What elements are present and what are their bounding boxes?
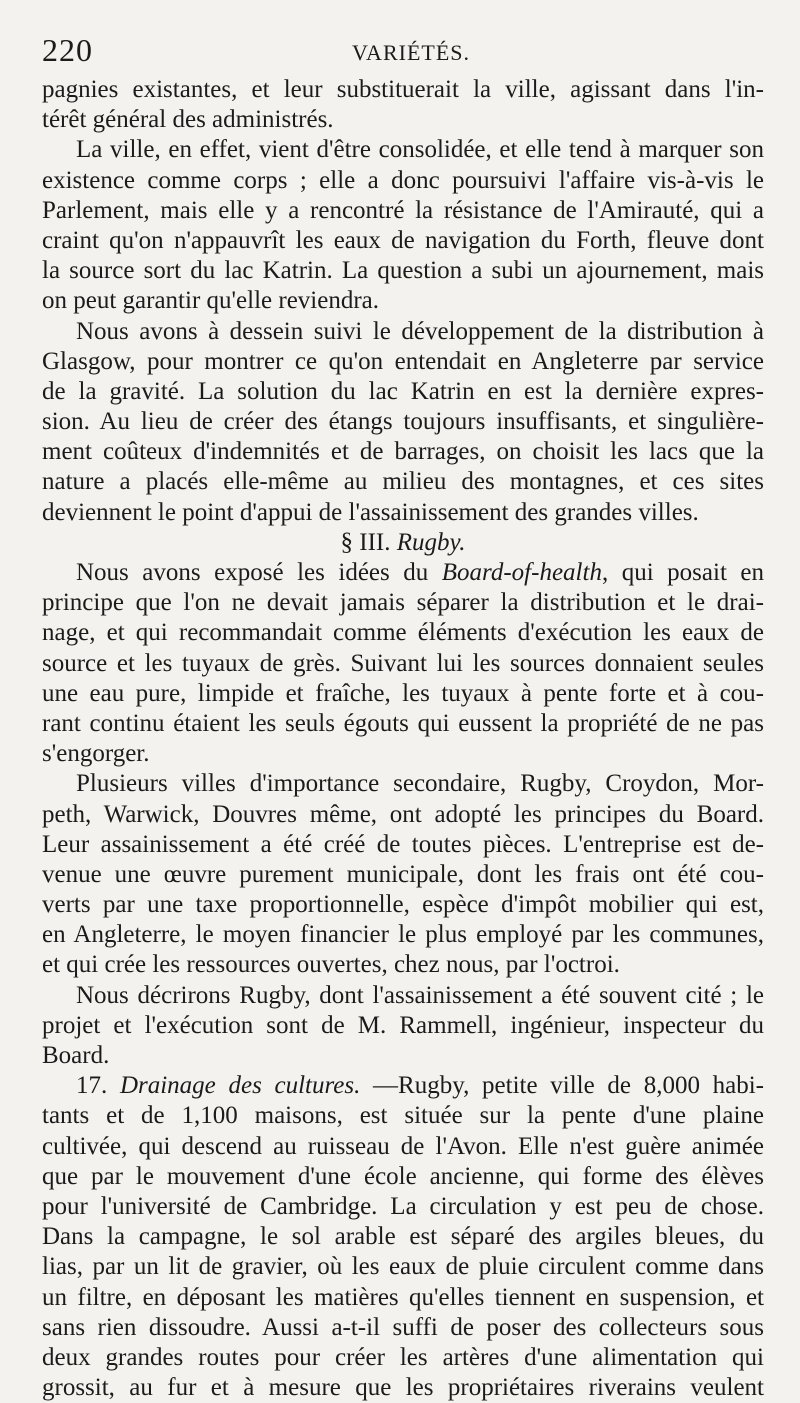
text-line: venue une œuvre purement municipale, dont les frais ont été cou- (42, 860, 764, 888)
text-line: on peut garantir qu'elle reviendra. (42, 287, 379, 315)
text-line: une eau pure, limpide et fraîche, les tuyaux à pente forte et à cou- (42, 679, 764, 707)
text-line: source et les tuyaux de grès. Suivant lui les sources donnaient seules (42, 649, 764, 677)
text-line: nage, et qui recommandait comme éléments d'exécution les eaux de (42, 619, 764, 647)
text-line: de la gravité. La solution du lac Katrin en est la dernière expres- (42, 377, 764, 405)
text-line: deviennent le point d'appui de l'assainissement des grandes villes. (42, 498, 699, 526)
text-line: existence comme corps ; elle a donc poursuivi l'affaire vis-à-vis le (42, 166, 764, 194)
text-line: principe que l'on ne devait jamais séparer la distribution et le drai- (42, 589, 764, 617)
text-line: Leur assainissement a été créé de toutes pièces. L'entreprise est de- (42, 830, 764, 858)
text-line: tants et de 1,100 maisons, est située sur la pente d'une plaine (42, 1102, 764, 1130)
text-line: térêt général des administrés. (42, 106, 334, 134)
text-line: Nous avons exposé les idées du Board-of-health, qui posait en (76, 559, 764, 586)
text-line: lias, par un lit de gravier, où les eaux de pluie circulent comme dans (42, 1253, 764, 1281)
text-line: projet et l'exécution sont de M. Rammell, ingénieur, inspecteur du (42, 1011, 764, 1039)
text-line: que par le mouvement d'une école ancienne, qui forme des élèves (42, 1162, 764, 1190)
text-line: verts par une taxe proportionnelle, espèce d'impôt mobilier qui est, (42, 891, 764, 919)
page-number: 220 (42, 32, 93, 68)
text-line: pagnies existantes, et leur substituerait la ville, agissant dans l'in- (42, 76, 764, 103)
section-heading: § III. Rugby. (340, 528, 466, 556)
text-line: Glasgow, pour montrer ce qu'on entendait en Angleterre par service (42, 347, 764, 375)
running-title: VARIÉTÉS. (352, 40, 470, 65)
text-line: Nous décrirons Rugby, dont l'assainissement a été souvent cité ; le (76, 981, 764, 1009)
text-line: sion. Au lieu de créer des étangs toujours insuffisants, et singulière- (42, 408, 764, 436)
text-line: La ville, en effet, vient d'être consolidée, et elle tend à marquer son (76, 136, 764, 164)
text-line: rant continu étaient les seuls égouts qui eussent la propriété de ne pas (42, 709, 764, 737)
text-line: un filtre, en déposant les matières qu'elles tiennent en suspension, et (42, 1283, 764, 1311)
text-line: nature a placés elle-même au milieu des montagnes, et ces sites (42, 468, 764, 496)
text-line: pour l'université de Cambridge. La circulation y est peu de chose. (42, 1192, 764, 1220)
text-line: et qui crée les ressources ouvertes, chez nous, par l'octroi. (42, 951, 620, 979)
text-line: ment coûteux d'indemnités et de barrages, on choisit les lacs que la (42, 438, 764, 466)
body-text (42, 75, 764, 1403)
text-line: grossit, au fur et à mesure que les propriétaires riverains veulent (42, 1374, 764, 1402)
text-line: deux grandes routes pour créer les artères d'une alimentation qui (42, 1343, 764, 1371)
text-line: la source sort du lac Katrin. La question a subi un ajournement, mais (42, 257, 764, 285)
text-line: s'engorger. (42, 740, 150, 768)
page-header (42, 30, 770, 70)
text-line: peth, Warwick, Douvres même, ont adopté les principes du Board. (42, 800, 764, 828)
text-line: Nous avons à dessein suivi le développement de la distribution à (76, 317, 764, 345)
text-line: 17. Drainage des cultures. —Rugby, petite ville de 8,000 habi- (76, 1072, 764, 1100)
text-line: craint qu'on n'appauvrît les eaux de navigation du Forth, fleuve dont (42, 226, 764, 254)
text-line: en Angleterre, le moyen financier le plus employé par les communes, (42, 921, 764, 949)
text-line: sans rien dissoudre. Aussi a-t-il suffi de poser des collecteurs sous (42, 1313, 764, 1341)
text-line: Plusieurs villes d'importance secondaire, Rugby, Croydon, Mor- (76, 770, 764, 798)
text-line: Board. (42, 1042, 110, 1069)
text-line: Parlement, mais elle y a rencontré la résistance de l'Amirauté, qui a (42, 196, 764, 224)
text-line: cultivée, qui descend au ruisseau de l'Avon. Elle n'est guère animée (42, 1132, 764, 1160)
text-line: Dans la campagne, le sol arable est séparé des argiles bleues, du (42, 1223, 764, 1251)
